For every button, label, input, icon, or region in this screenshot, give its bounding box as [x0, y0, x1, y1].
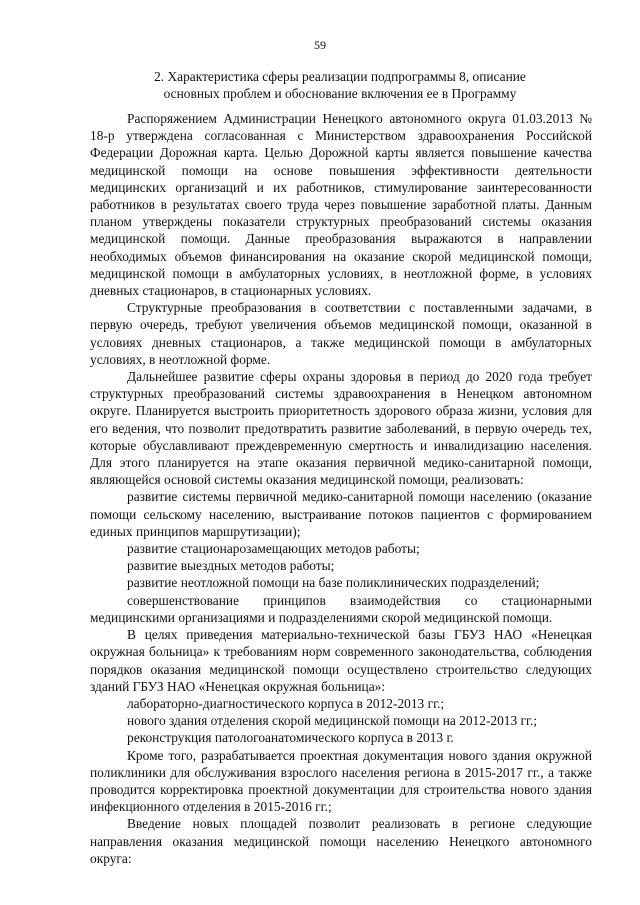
list-item-urgent-care: развитие неотложной помощи на базе поликлинических подразделений;	[127, 575, 540, 591]
paragraph-structural-changes: Структурные преобразования в соответствии с поставленными задачами, в первую очередь, требуют увеличения объемов медицинской помощи, оказанной в условиях дневных стационаров, а также медицинской помощи в амбулаторных условиях, в неотложной форме.	[90, 300, 592, 367]
list-item-primary-care: развитие системы первичной медико-санитарной помощи населению (оказание помощи сельскому населению, выстраивание потоков пациентов с формированием единых принципов маршрутизации);	[90, 489, 592, 539]
section-heading-line-2: основных проблем и обоснование включения ее в Программу	[163, 86, 517, 101]
list-item-ambulance-building: нового здания отделения скорой медицинской помощи на 2012-2013 гг.;	[127, 713, 538, 729]
paragraph-further-development: Дальнейшее развитие сферы охраны здоровья в период до 2020 года требует структурных преобразований системы здравоохранения в Ненецком автономном округе. Планируется выстроить приоритетность здорового образа жизни, условия для его ведения, что позволит предотвратить развитие заболеваний, в первую очередь тех, которые обуславливают преждевременную смертность и инвалидизацию населения. Для этого планируется на этапе оказания первичной медико-санитарной помощи, являющейся основой системы оказания медицинской помощи, реализовать:	[90, 369, 592, 488]
page-number: 59	[314, 38, 326, 52]
list-item-mobile-methods: развитие выездных методов работы;	[127, 558, 335, 574]
section-heading-line-1: 2. Характеристика сферы реализации подпрограммы 8, описание	[154, 69, 526, 84]
paragraph-construction: В целях приведения материально-технической базы ГБУЗ НАО «Ненецкая окружная больница» к требованиям норм современного законодательства, соблюдения порядков оказания медицинской помощи осуществлено строительство следующих зданий ГБУЗ НАО «Ненецкая окружная больница»:	[90, 627, 592, 694]
paragraph-new-areas: Введение новых площадей позволит реализовать в регионе следующие направления оказания медицинской помощи населению Ненецкого автономного округа:	[90, 816, 592, 866]
list-item-interaction: совершенствование принципов взаимодействия со стационарными медицинскими организациями и подразделениями скорой медицинской помощи.	[90, 592, 592, 625]
list-item-lab-building: лабораторно-диагностического корпуса в 2012-2013 гг.;	[127, 695, 445, 711]
paragraph-project-documentation: Кроме того, разрабатывается проектная документация нового здания окружной поликлиники для обслуживания взрослого населения региона в 2015-2017 гг., а также проводится корректировка проектной документации для строительства нового здания инфекционного отделения в 2015-2016 гг.;	[90, 747, 592, 815]
list-item-hospital-substitution: развитие стационарозамещающих методов работы;	[127, 541, 420, 557]
list-item-pathology-reconstruction: реконструкция патологоанатомического корпуса в 2013 г.	[127, 730, 454, 746]
paragraph-road-map: Распоряжением Администрации Ненецкого автономного округа 01.03.2013 № 18-р утверждена согласованная с Министерством здравоохранения Российской Федерации Дорожная карта. Целью Дорожной карты является повышение качества медицинской помощи на основе повышения эффективности деятельности медицинских организаций и их работников, стимулирование заинтересованности работников в результатах своего труда через повышение заработной платы. Данным планом утверждены показатели структурных преобразований системы оказания медицинской помощи. Данные преобразования выражаются в направлении необходимых объемов финансирования на оказание скорой медицинской помощи, медицинской помощи в амбулаторных условиях, в неотложной форме, в условиях дневных стационаров, в стационарных условиях.	[90, 111, 592, 299]
document-body	[90, 110, 592, 867]
section-heading	[90, 68, 590, 102]
